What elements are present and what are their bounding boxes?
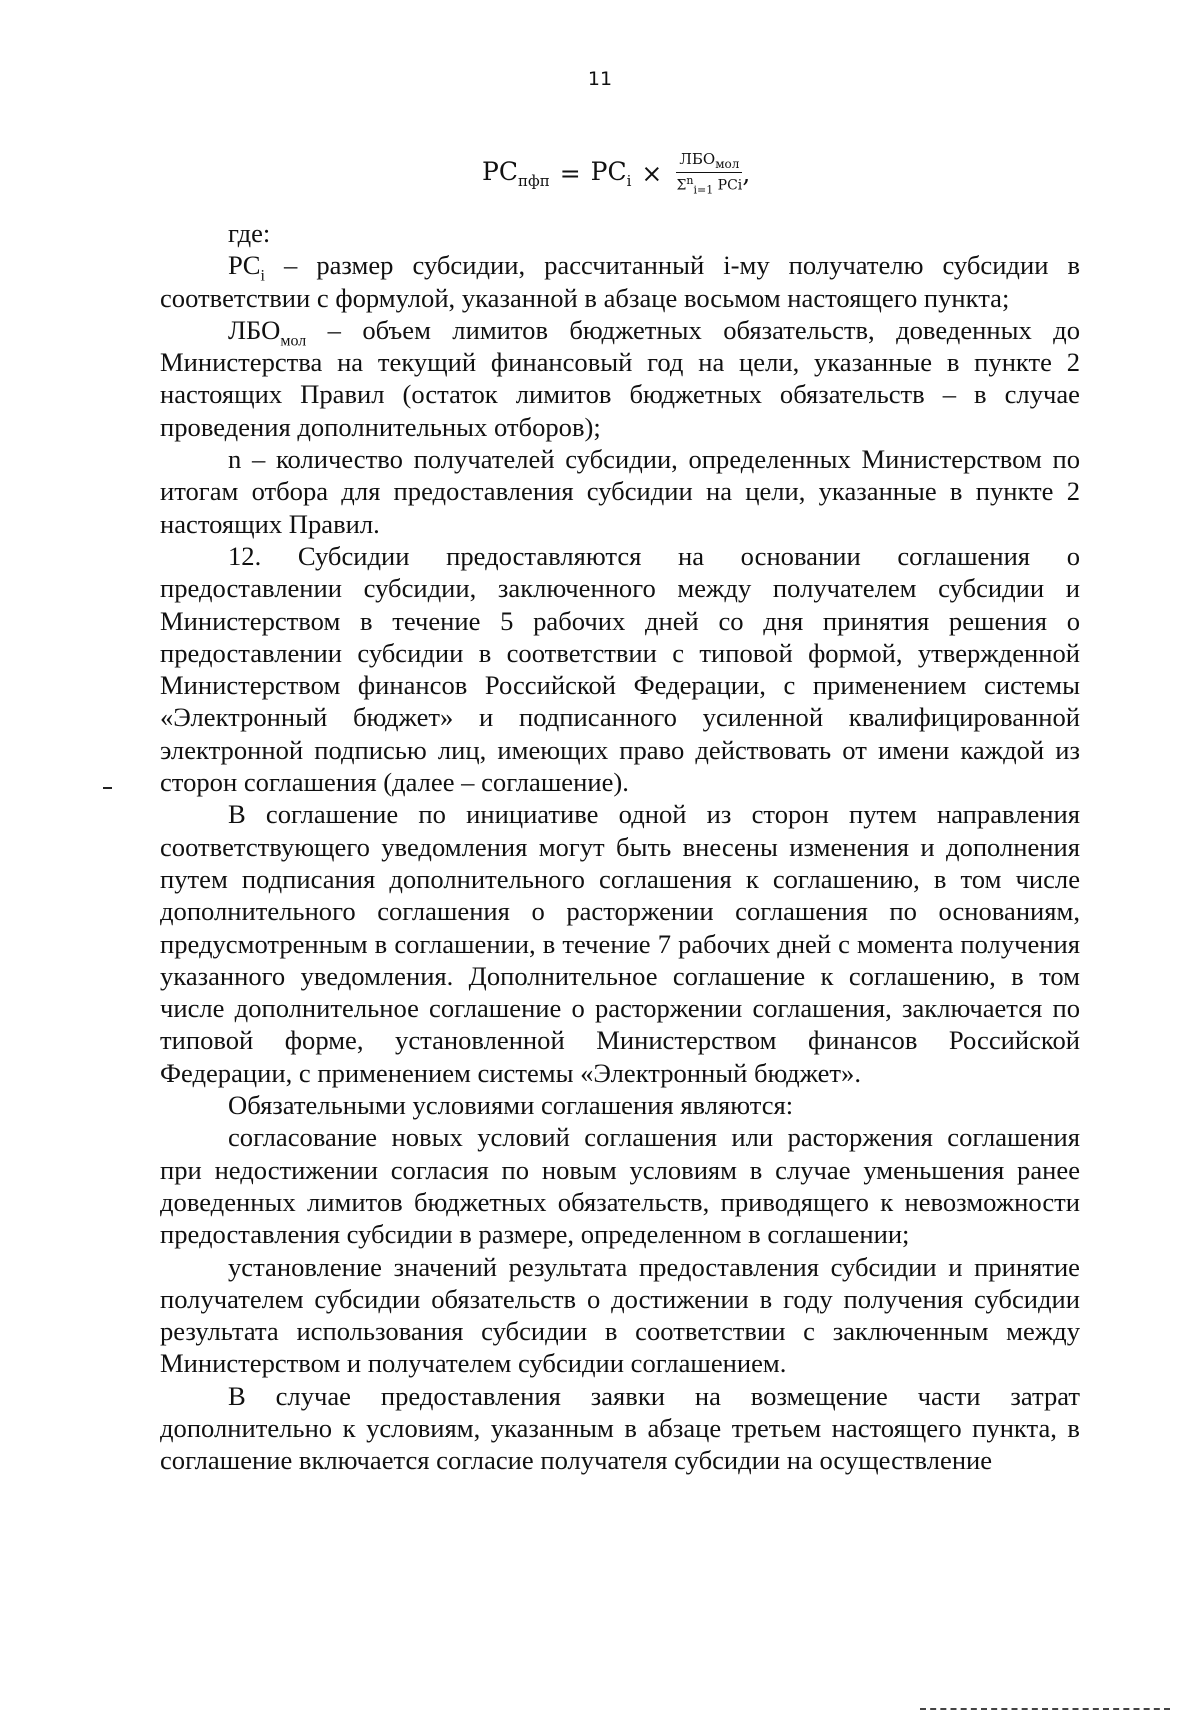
formula-fraction: [676, 150, 742, 196]
formula-numerator: $ЛБО_{мол}$: [676, 150, 742, 173]
body-text: [160, 217, 1080, 1477]
paragraph-changes: В соглашение по инициативе одной из сторон путем направления соответствующего уведомления могут быть внесены изменения и дополнения путем подписания дополнительного соглашения к соглашению, в том числе дополнительного соглашения о расторжении соглашения по основаниям, предусмотренным в соглашении, в течение 7 рабочих дней с момента получения указанного уведомления. Дополнительное соглашение к соглашению, в том числе дополнительное соглашение о расторжении соглашения, заключается по типовой форме, установленной Министерством финансов Российской Федерации, с применением системы «Электронный бюджет».: [160, 799, 1080, 1088]
scan-edge-line: [920, 1708, 1170, 1710]
paragraph-condition-2: установление значений результата предоставления субсидии и принятие получателем субсидии обязательств о достижении в году получения субсидии результата использования субсидии в соответствии с заключенным между Министерством и получателем субсидии соглашением.: [160, 1251, 1080, 1379]
formula-comma: ,: [742, 158, 751, 188]
paragraph-last: В случае предоставления заявки на возмещение части затрат дополнительно к условиям, указанным в абзаце третьем настоящего пункта, в соглашение включается согласие получателя субсидии на осуществление: [160, 1380, 1080, 1476]
paragraph-condition-1: согласование новых условий соглашения или расторжения соглашения при недостижении согласия по новым условиям в случае уменьшения ранее доведенных лимитов бюджетных обязательств, приводящего к невозможности предоставления субсидии в размере, определенном в соглашении;: [160, 1122, 1080, 1250]
where-label: где:: [228, 218, 271, 248]
paragraph-n: n – количество получателей субсидии, определенных Министерством по итогам отбора для предоставления субсидии на цели, указанные в пункте 2 настоящих Правил.: [160, 444, 1080, 539]
formula-rhs-term: $PC_i$: [590, 156, 632, 190]
paragraph-12: 12. Субсидии предоставляются на основании соглашения о предоставлении субсидии, заключенного между получателем субсидии и Министерством в течение 5 рабочих дней со дня принятия решения о предоставлении субсидии в соответствии с типовой формой, утвержденной Министерством финансов Российской Федерации, с применением системы «Электронный бюджет» и подписанного усиленной квалифицированной электронной подписью лиц, имеющих право действовать от имени каждой из сторон соглашения (далее – соглашение).: [160, 540, 1080, 798]
formula-equals: =: [559, 158, 581, 188]
paragraph-conditions-intro: Обязательными условиями соглашения являются:: [228, 1090, 794, 1121]
paragraph-lbo: $ЛБО_{мол}$ – объем лимитов бюджетных обязательств, доведенных до Министерства на текущий финансовый год на цели, указанные в пункте 2 настоящих Правил (остаток лимитов бюджетных обязательств – в случае проведения дополнительных отборов);: [160, 314, 1080, 442]
formula-denominator: $\Sigma^n_{i=1}$ PCi: [676, 174, 743, 197]
page-number: 11: [587, 68, 613, 90]
formula-lhs: $PC_{пфп}$: [482, 156, 550, 190]
formula: [482, 150, 750, 196]
margin-mark: [103, 787, 112, 789]
paragraph-pc-i: $PC_i$ – размер субсидии, рассчитанный i-му получателю субсидии в соответствии с формулой, указанной в абзаце восьмом настоящего пункта;: [160, 250, 1080, 313]
formula-times: ×: [641, 158, 663, 188]
